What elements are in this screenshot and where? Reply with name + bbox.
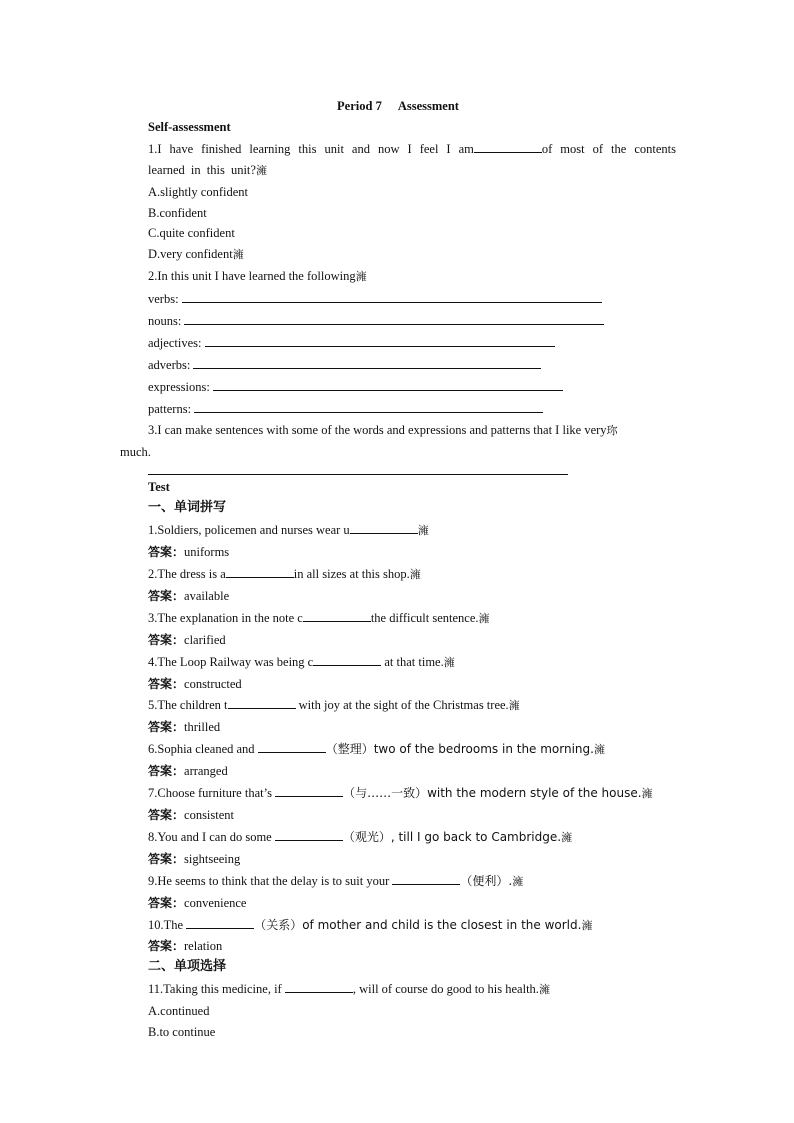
question-1 [120,138,676,182]
text-span: 10.The [148,917,187,932]
answer-10 [120,936,676,957]
answer-blank [392,870,460,885]
text-span: 3.The explanation in the note c [148,610,303,625]
text-span: 5.The children t [148,698,228,713]
field-patterns [120,398,676,420]
question-11-option-b [120,1022,676,1043]
answer-label: 答案： [148,720,185,735]
test-question-2 [120,563,676,586]
text-span: A.slightly confident [148,184,248,199]
text-span: （与……一致）with the modern style of the house. [343,786,642,801]
text-span: expressions: [148,379,210,394]
field-nouns [120,310,676,332]
test-question-10 [120,914,676,937]
text-span: 4.The Loop Railway was being c [148,654,314,669]
test-question-11 [120,978,676,1001]
text-span: in all sizes at this shop. [293,567,410,582]
answer-2 [120,586,676,607]
answer-label: 答案： [148,895,185,910]
test-question-3 [120,607,676,630]
answer-line [148,474,568,475]
answer-blank [350,519,418,534]
garbled-mark: 澭 [561,830,573,844]
text-span: C.quite confident [148,226,235,241]
answer-6 [120,761,676,782]
question-1-text-after: of most of the contents learned in this unit? [148,141,676,177]
section-2-heading: 二、单项选择 [148,959,227,975]
text-span: （便利）. [460,873,513,888]
test-question-1 [120,519,676,542]
question-1-text-before: 1.I have finished learning this unit and now I feel I am [148,141,474,156]
field-line [205,332,555,347]
text-span: nouns: [148,314,182,329]
test-question-5 [120,694,676,717]
text-span: much. [120,444,151,459]
answer-blank [186,914,254,929]
answer-value: thrilled [184,720,221,735]
answer-label: 答案： [148,808,185,822]
page-title [120,96,676,117]
field-expressions [120,376,676,398]
text-span: verbs: [148,292,179,307]
answer-value: uniforms [184,545,230,560]
answer-9 [120,893,676,914]
text-span: 1.Soldiers, policemen and nurses wear u [148,523,350,538]
answer-1 [120,542,676,563]
answer-value: available [184,588,230,603]
answer-label: 答案： [148,764,185,779]
field-line [184,310,604,325]
answer-3 [120,630,676,651]
field-line [194,398,543,413]
title-assessment: Assessment [397,99,459,113]
question-3 [120,420,676,442]
garbled-mark: 澭 [538,983,550,997]
title-period: Period 7 [337,99,382,113]
text-span: the difficult sentence. [370,610,479,625]
garbled-mark: 澭 [355,270,367,284]
field-line [193,354,541,369]
field-adverbs [120,354,676,376]
text-span: 6.Sophia cleaned and [148,742,258,757]
garbled-mark: 澭 [417,524,429,538]
answer-blank [474,138,542,153]
text-span: B.confident [148,205,207,220]
answer-4 [120,674,676,695]
self-assessment-heading: Self-assessment [148,119,231,134]
answer-7 [120,805,676,826]
text-span: （观光）, till I go back to Cambridge. [342,829,562,844]
answer-label: 答案： [148,676,185,691]
garbled-mark: 珎 [606,423,618,437]
answer-5 [120,717,676,738]
answer-blank [228,694,296,709]
test-question-7 [120,782,676,805]
text-span: 2.The dress is a [148,567,226,582]
answer-value: arranged [184,764,228,779]
answer-value: consistent [184,808,235,822]
text-span: 11.Taking this medicine, if [148,982,285,997]
field-adjectives [120,332,676,354]
test-question-8 [120,826,676,849]
answer-blank [275,826,343,841]
text-span: 7.Choose furniture that’s [148,786,276,801]
answer-value: relation [184,939,223,954]
text-span: D.very confident [148,247,233,262]
option-b [120,203,676,224]
garbled-mark: 澭 [593,743,605,757]
answer-label: 答案： [148,545,185,560]
answer-label: 答案： [148,632,185,647]
option-c [120,223,676,244]
text-span: adverbs: [148,357,191,372]
question-11-option-a [120,1001,676,1022]
test-question-4 [120,651,676,674]
text-span: （关系）of mother and child is the closest in the world. [254,917,582,932]
test-heading: Test [148,480,170,495]
option-d [120,244,676,266]
test-question-6 [120,738,676,761]
field-line [182,288,602,303]
text-span: 8.You and I can do some [148,829,275,844]
text-span: , will of course do good to his health. [352,982,539,997]
garbled-mark: 澭 [581,918,593,932]
answer-label: 答案： [148,588,185,603]
text-span: （整理）two of the bedrooms in the morning. [325,742,594,757]
garbled-mark: 澭 [255,163,267,177]
option-a [120,182,676,203]
garbled-mark: 澭 [641,787,653,801]
answer-value: clarified [184,632,226,647]
garbled-mark: 澭 [409,568,421,582]
answer-blank [226,563,294,578]
field-line [213,376,563,391]
garbled-mark: 澭 [478,611,490,625]
answer-blank [285,978,353,993]
text-span: at that time. [381,654,444,669]
answer-8 [120,849,676,870]
text-span: A.continued [148,1004,210,1019]
text-span: B.to continue [148,1025,216,1040]
text-span: adjectives: [148,335,202,350]
answer-blank [303,607,371,622]
answer-blank [313,651,381,666]
garbled-mark: 澭 [512,874,524,888]
garbled-mark: 澭 [443,655,455,669]
garbled-mark: 澭 [508,699,520,713]
text-span: 9.He seems to think that the delay is to suit your [148,873,393,888]
section-1-heading: 一、单词拼写 [148,500,227,516]
test-question-9 [120,870,676,893]
text-span: patterns: [148,401,192,416]
question-2 [120,266,676,288]
question-3-continued [120,442,676,463]
answer-label: 答案： [148,939,185,954]
document-body [120,96,676,1043]
answer-label: 答案： [148,851,185,866]
garbled-mark: 澭 [232,248,244,262]
answer-blank [275,782,343,797]
text-span: 2.In this unit I have learned the following [148,269,356,284]
answer-value: constructed [184,676,242,691]
answer-blank [258,738,326,753]
answer-value: convenience [184,895,247,910]
text-span: with joy at the sight of the Christmas tree. [295,698,509,713]
field-verbs [120,288,676,310]
answer-value: sightseeing [184,851,241,866]
text-span: 3.I can make sentences with some of the words and expressions and patterns that I like very [148,422,607,437]
